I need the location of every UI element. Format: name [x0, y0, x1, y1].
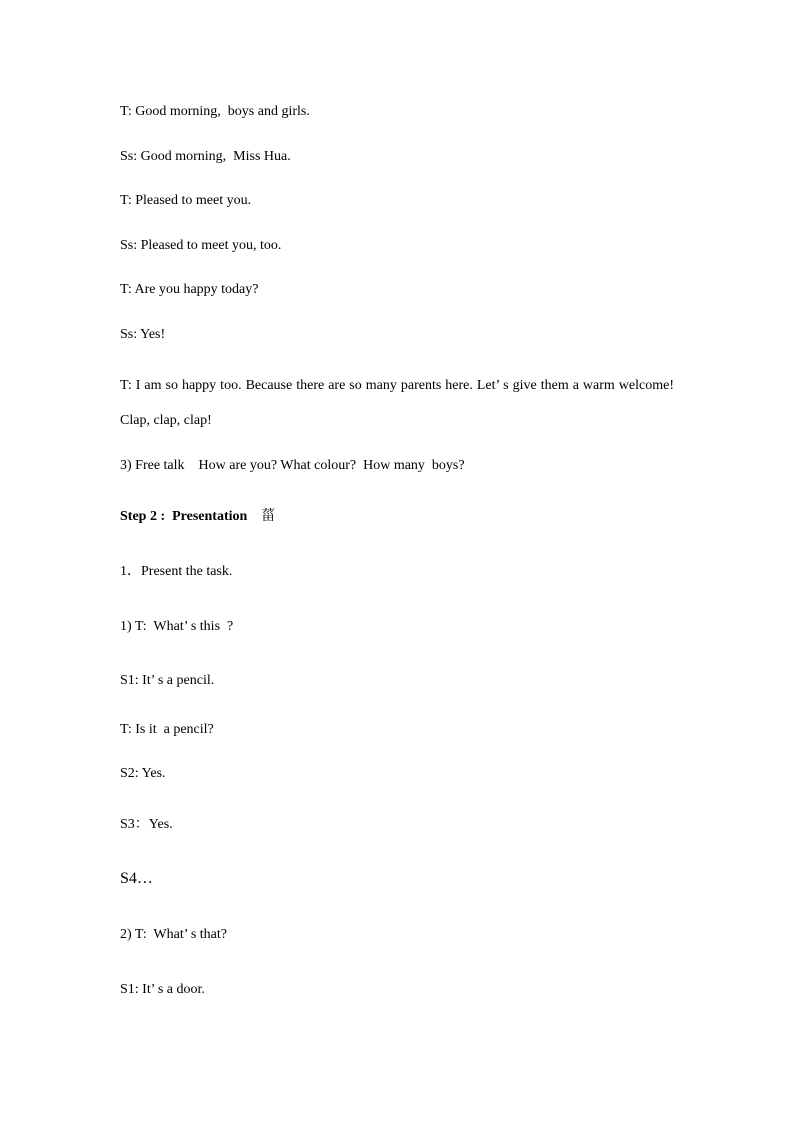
dialogue-line: S3：Yes.	[120, 817, 173, 832]
dialogue-line: Ss: Pleased to meet you, too.	[120, 238, 282, 253]
dialogue-line: S1: It’ s a door.	[120, 982, 205, 997]
free-talk-line: 3) Free talk How are you? What colour? How many boys?	[120, 458, 465, 473]
dialogue-line: 2) T: What’ s that?	[120, 927, 227, 942]
step-heading-label: Step 2 : Presentation	[120, 509, 248, 524]
dialogue-line: T: Good morning, boys and girls.	[120, 104, 310, 119]
dialogue-line: T: Are you happy today?	[120, 282, 259, 297]
dialogue-line: S2: Yes.	[120, 766, 166, 781]
dialogue-line: 1) T: What’ s this ?	[120, 619, 234, 634]
dialogue-line: Ss: Yes!	[120, 327, 166, 342]
welcome-paragraph: T: I am so happy too. Because there are so many parents here. Let’ s give them a warm welcome! Clap, clap, clap!	[120, 378, 674, 428]
step-heading	[120, 509, 275, 525]
dialogue-line: S4…	[120, 870, 153, 887]
dialogue-line: Ss: Good morning, Miss Hua.	[120, 149, 291, 164]
step-heading-glyph: 菑	[261, 509, 276, 524]
dialogue-line: T: Is it a pencil?	[120, 722, 214, 737]
dialogue-line: T: Pleased to meet you.	[120, 193, 252, 208]
dialogue-line: S1: It’ s a pencil.	[120, 673, 215, 688]
task-item: 1．Present the task.	[120, 564, 233, 579]
